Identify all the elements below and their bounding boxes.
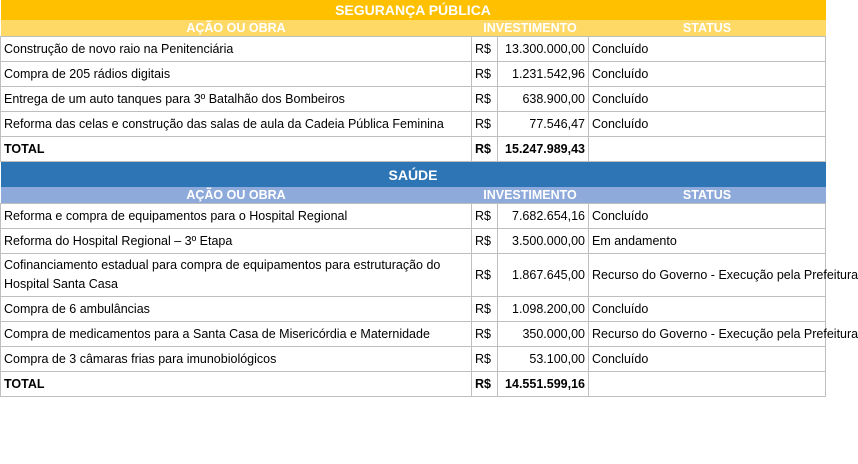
header-investment: INVESTIMENTO [472, 187, 589, 204]
total-amount: 14.551.599,16 [498, 372, 589, 397]
amount-cell: 77.546,47 [498, 112, 589, 137]
currency-cell: R$ [472, 204, 498, 229]
total-status-empty [589, 372, 826, 397]
currency-cell: R$ [472, 322, 498, 347]
action-cell: Reforma do Hospital Regional – 3º Etapa [1, 229, 472, 254]
header-status: STATUS [589, 20, 826, 37]
amount-cell: 1.231.542,96 [498, 62, 589, 87]
table-row [1, 62, 826, 87]
total-currency: R$ [472, 372, 498, 397]
status-cell: Concluído [589, 347, 826, 372]
status-cell: Concluído [589, 87, 826, 112]
currency-cell: R$ [472, 62, 498, 87]
status-cell: Em andamento [589, 229, 826, 254]
table-row [1, 297, 826, 322]
amount-cell: 13.300.000,00 [498, 37, 589, 62]
status-cell: Recurso do Governo - Execução pela Prefeitura [589, 322, 826, 347]
header-action: AÇÃO OU OBRA [1, 20, 472, 37]
total-amount: 15.247.989,43 [498, 137, 589, 162]
table-row [1, 37, 826, 62]
table-row [1, 112, 826, 137]
amount-cell: 638.900,00 [498, 87, 589, 112]
currency-cell: R$ [472, 347, 498, 372]
total-row-saude [1, 372, 826, 397]
currency-cell: R$ [472, 229, 498, 254]
currency-cell: R$ [472, 112, 498, 137]
status-cell: Concluído [589, 297, 826, 322]
action-cell: Reforma das celas e construção das salas de aula da Cadeia Pública Feminina [1, 112, 472, 137]
status-cell: Concluído [589, 204, 826, 229]
status-cell: Recurso do Governo - Execução pela Prefeitura [589, 254, 826, 297]
currency-cell: R$ [472, 37, 498, 62]
section-title: SAÚDE [1, 162, 826, 188]
header-investment: INVESTIMENTO [472, 20, 589, 37]
header-row-saude [1, 187, 826, 204]
table-row [1, 229, 826, 254]
header-status: STATUS [589, 187, 826, 204]
action-cell: Construção de novo raio na Penitenciária [1, 37, 472, 62]
section-title-seguranca [1, 0, 826, 20]
table-row [1, 87, 826, 112]
table-row [1, 347, 826, 372]
total-row-seguranca [1, 137, 826, 162]
currency-cell: R$ [472, 254, 498, 297]
table-row [1, 204, 826, 229]
amount-cell: 53.100,00 [498, 347, 589, 372]
section-title: SEGURANÇA PÚBLICA [1, 0, 826, 20]
action-cell: Reforma e compra de equipamentos para o Hospital Regional [1, 204, 472, 229]
section-title-saude [1, 162, 826, 188]
currency-cell: R$ [472, 297, 498, 322]
status-cell: Concluído [589, 112, 826, 137]
table-row [1, 254, 826, 297]
status-cell: Concluído [589, 37, 826, 62]
action-cell: Entrega de um auto tanques para 3º Batalhão dos Bombeiros [1, 87, 472, 112]
amount-cell: 3.500.000,00 [498, 229, 589, 254]
total-currency: R$ [472, 137, 498, 162]
total-label: TOTAL [1, 137, 472, 162]
currency-cell: R$ [472, 87, 498, 112]
total-status-empty [589, 137, 826, 162]
header-row-seguranca [1, 20, 826, 37]
action-cell: Compra de medicamentos para a Santa Casa de Misericórdia e Maternidade [1, 322, 472, 347]
action-cell: Compra de 205 rádios digitais [1, 62, 472, 87]
action-cell: Cofinanciamento estadual para compra de equipamentos para estruturação do Hospital Santa Casa [1, 254, 472, 297]
header-action: AÇÃO OU OBRA [1, 187, 472, 204]
action-cell: Compra de 3 câmaras frias para imunobiológicos [1, 347, 472, 372]
amount-cell: 1.867.645,00 [498, 254, 589, 297]
amount-cell: 1.098.200,00 [498, 297, 589, 322]
amount-cell: 7.682.654,16 [498, 204, 589, 229]
total-label: TOTAL [1, 372, 472, 397]
action-cell: Compra de 6 ambulâncias [1, 297, 472, 322]
amount-cell: 350.000,00 [498, 322, 589, 347]
status-cell: Concluído [589, 62, 826, 87]
table-row [1, 322, 826, 347]
